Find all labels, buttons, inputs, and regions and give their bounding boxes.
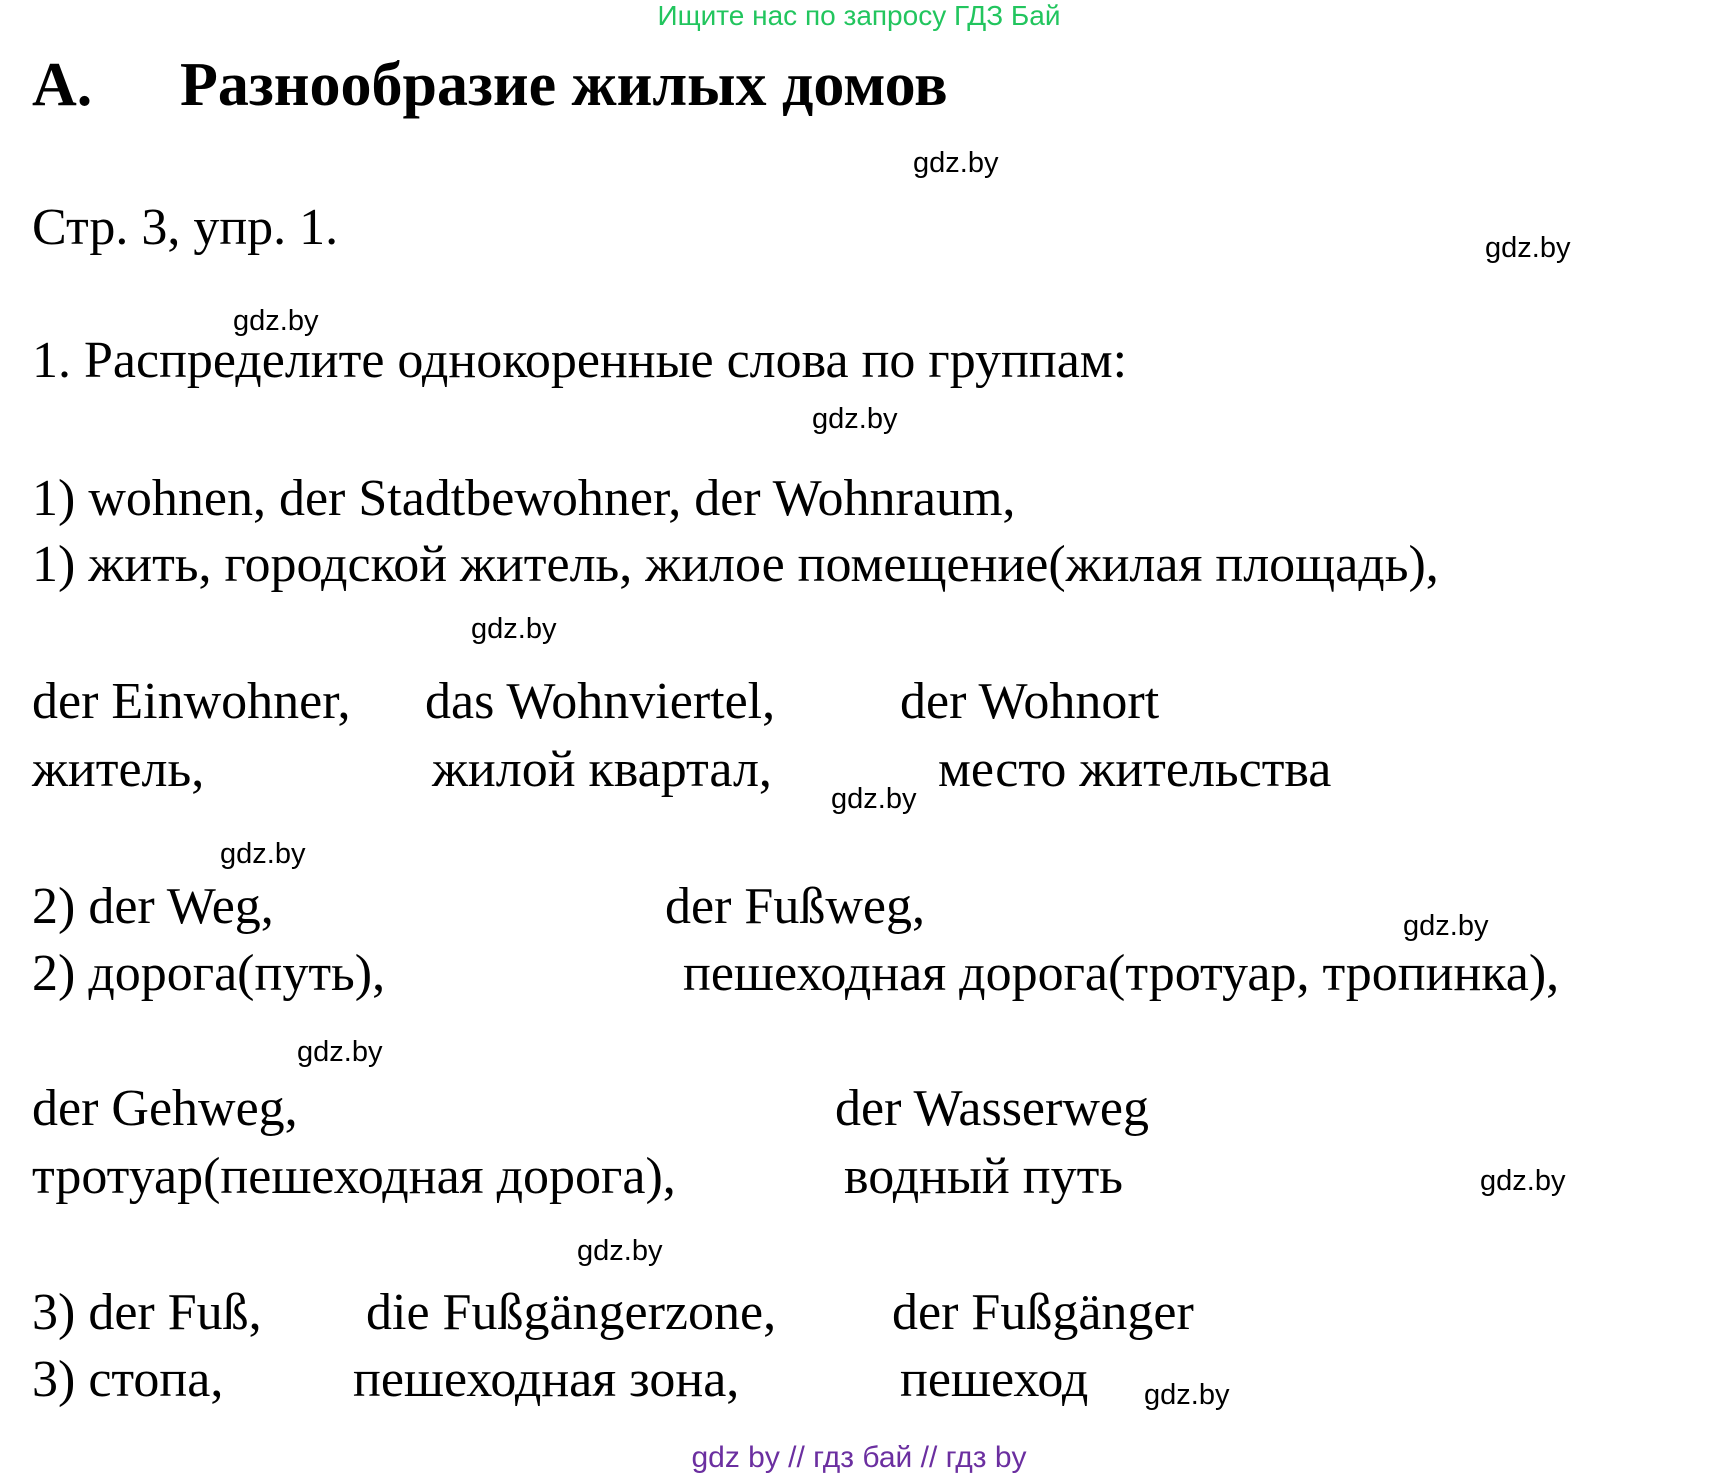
group3-german-word-a: 3) der Fuß, [32,1284,262,1341]
group3-russian-word-b: пешеходная зона, [353,1351,740,1408]
footer-banner: gdz by // гдз бай // гдз by [691,1441,1027,1474]
watermark: gdz.by [812,403,898,435]
group1-russian-word-a: житель, [32,741,205,798]
group1-german-line1: 1) wohnen, der Stadtbewohner, der Wohnraum, [32,470,1016,527]
watermark: gdz.by [1480,1165,1566,1197]
group2-russian-word-c: тротуар(пешеходная дорога), [32,1148,676,1205]
watermark: gdz.by [577,1235,663,1267]
watermark: gdz.by [913,147,999,179]
group3-russian-word-a: 3) стопа, [32,1351,224,1408]
group2-russian-word-d: водный путь [844,1148,1124,1205]
watermark: gdz.by [1403,910,1489,942]
group1-russian-line1: 1) жить, городской житель, жилое помещение(жилая площадь), [32,536,1439,593]
group1-german-word-c: der Wohnort [900,673,1160,730]
watermark: gdz.by [233,305,319,337]
group3-russian-word-c: пешеход [900,1351,1089,1408]
watermark: gdz.by [471,613,557,645]
page-reference: Стр. 3, упр. 1. [32,199,339,256]
group2-german-word-c: der Gehweg, [32,1080,298,1137]
group1-russian-word-c: место жительства [938,741,1332,798]
group1-german-word-b: das Wohnviertel, [425,673,776,730]
task-instruction: 1. Распределите однокоренные слова по группам: [32,332,1128,389]
group3-german-word-b: die Fußgängerzone, [366,1284,777,1341]
watermark: gdz.by [220,838,306,870]
group2-german-word-b: der Fußweg, [665,878,925,935]
watermark: gdz.by [297,1036,383,1068]
section-letter: A. [32,51,93,119]
group2-german-word-d: der Wasserweg [835,1080,1149,1137]
page-title: Разнообразие жилых домов [180,51,948,119]
top-banner: Ищите нас по запросу ГДЗ Бай [657,0,1061,31]
group3-german-word-c: der Fußgänger [892,1284,1194,1341]
watermark: gdz.by [1144,1379,1230,1411]
group2-german-word-a: 2) der Weg, [32,878,274,935]
watermark: gdz.by [831,783,917,815]
group2-russian-word-a: 2) дорога(путь), [32,945,386,1002]
group2-russian-word-b: пешеходная дорога(тротуар, тропинка), [683,945,1560,1002]
watermark: gdz.by [1485,232,1571,264]
group1-russian-word-b: жилой квартал, [432,741,772,798]
group1-german-word-a: der Einwohner, [32,673,351,730]
